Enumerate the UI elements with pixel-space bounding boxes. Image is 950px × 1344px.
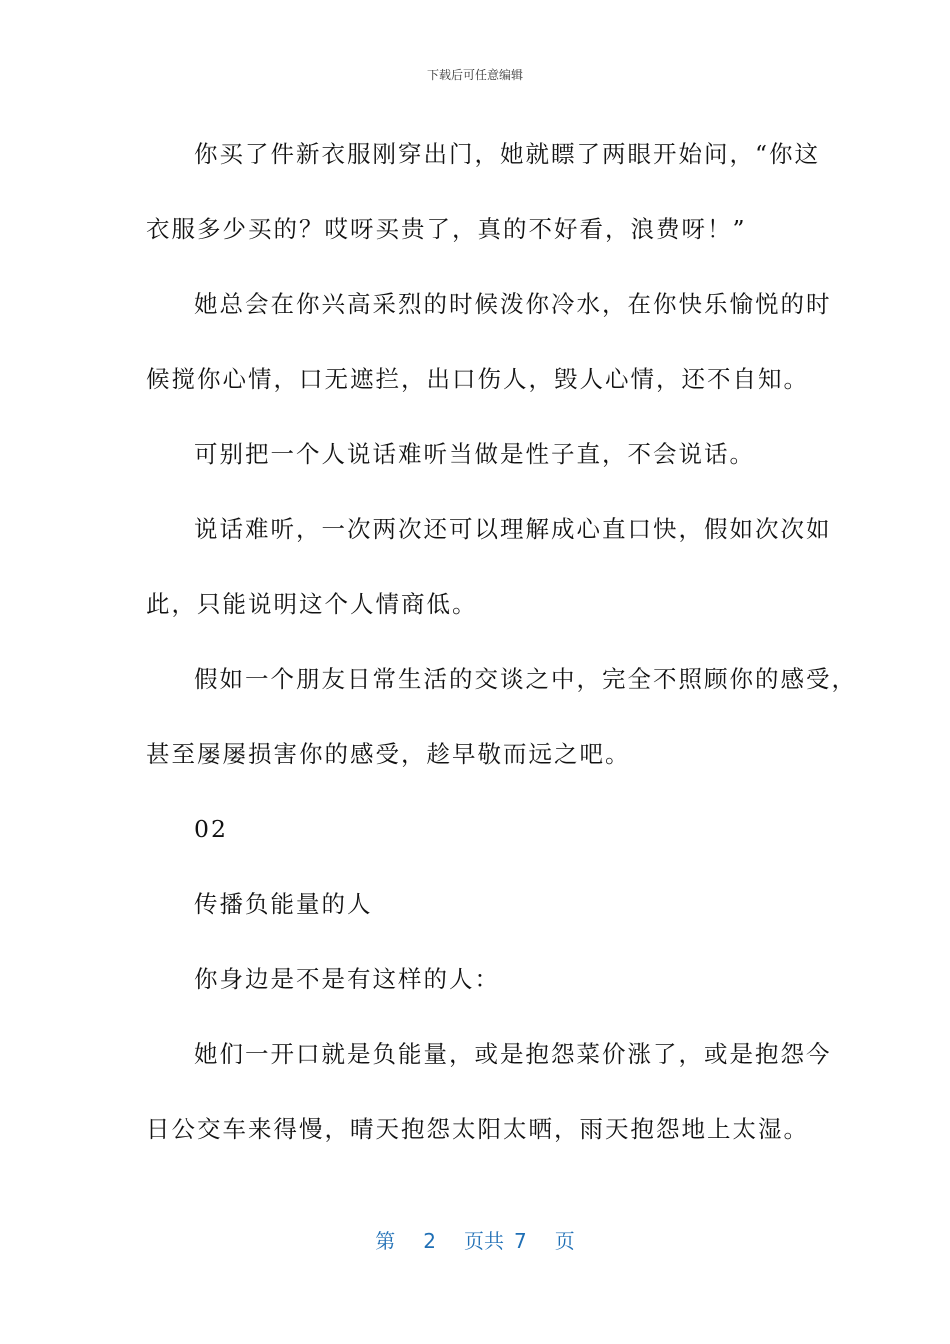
page-suffix: 页 <box>554 1229 575 1253</box>
page-header: 下载后可任意编辑 <box>426 68 523 82</box>
text-line: 甚至屡屡损害你的感受，趁早敬而远之吧。 <box>146 740 631 768</box>
total-pages-number: 7 <box>514 1229 527 1253</box>
text-line: 传播负能量的人 <box>194 890 373 918</box>
text-line: 衣服多少买的？哎呀买贵了，真的不好看，浪费呀！” <box>146 215 747 243</box>
page-middle-text: 页共 <box>464 1229 504 1253</box>
paragraph <box>146 492 832 642</box>
paragraph <box>146 642 857 792</box>
text-line: 她们一开口就是负能量，或是抱怨菜价涨了，或是抱怨今 <box>194 1040 832 1068</box>
text-line: 假如一个朋友日常生活的交谈之中，完全不照顾你的感受， <box>194 665 857 693</box>
text-line: 你买了件新衣服刚穿出门，她就瞟了两眼开始问，“你这 <box>194 140 821 168</box>
text-line: 02 <box>194 815 228 843</box>
paragraph <box>146 942 806 1017</box>
text-line: 此，只能说明这个人情商低。 <box>146 590 478 618</box>
paragraph <box>146 1017 832 1167</box>
text-line: 她总会在你兴高采烈的时候泼你冷水，在你快乐愉悦的时 <box>194 290 832 318</box>
page-footer <box>0 1225 950 1254</box>
paragraph <box>146 267 832 417</box>
text-line: 可别把一个人说话难听当做是性子直，不会说话。 <box>194 440 755 468</box>
text-line: 你身边是不是有这样的人： <box>194 965 500 993</box>
paragraph <box>146 117 821 267</box>
current-page-number: 2 <box>423 1229 436 1253</box>
section-heading <box>146 867 806 942</box>
section-number <box>146 792 806 867</box>
paragraph <box>146 417 806 492</box>
text-line: 日公交车来得慢，晴天抱怨太阳太晒，雨天抱怨地上太湿。 <box>146 1115 809 1143</box>
text-line: 候搅你心情，口无遮拦，出口伤人，毁人心情，还不自知。 <box>146 365 809 393</box>
document-body <box>146 117 857 1167</box>
page-prefix: 第 <box>375 1229 396 1253</box>
text-line: 说话难听，一次两次还可以理解成心直口快，假如次次如 <box>194 515 832 543</box>
